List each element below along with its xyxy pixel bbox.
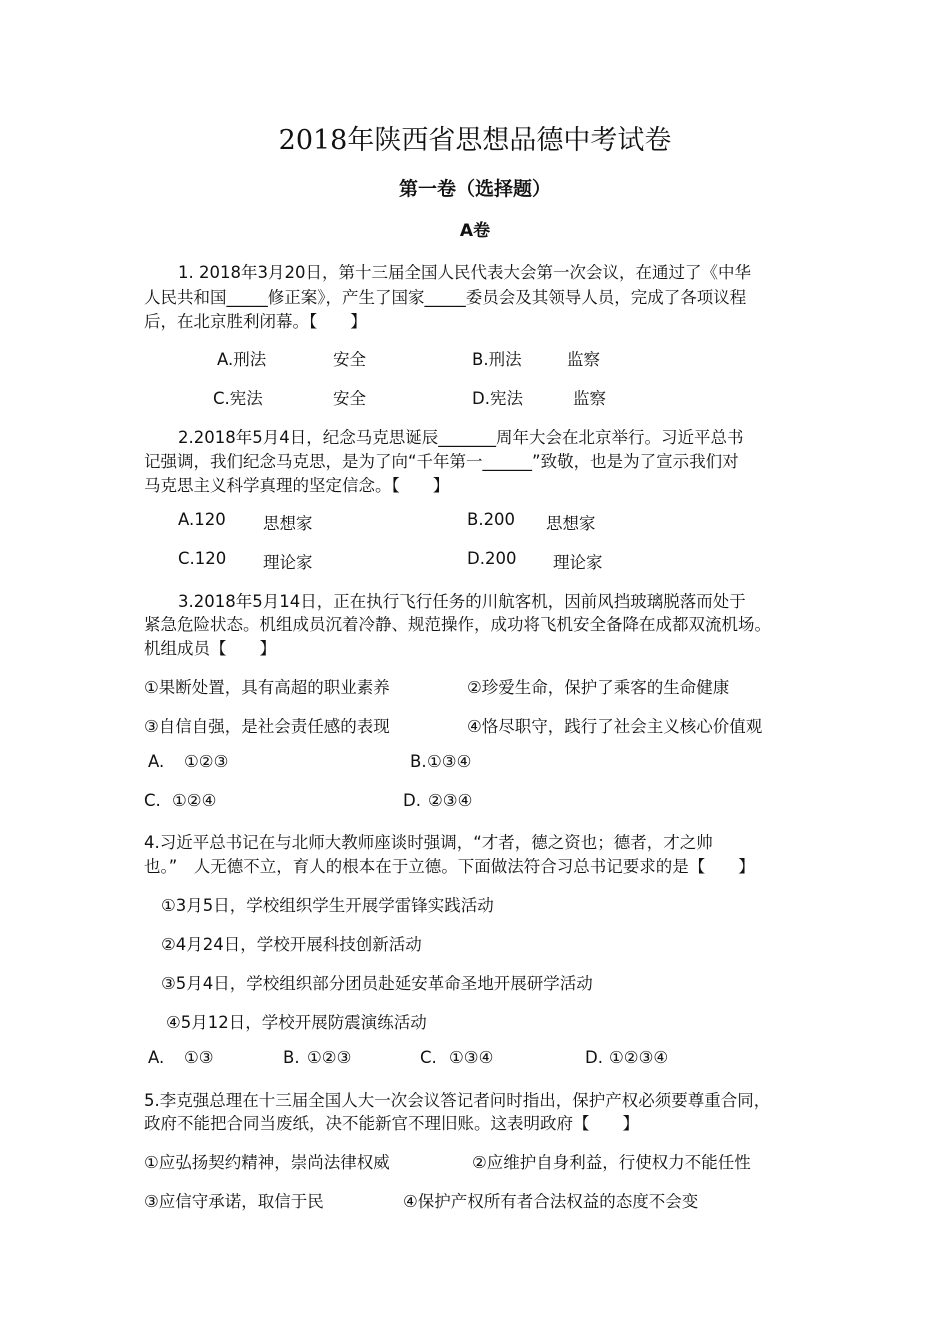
option-text: ①②③ bbox=[307, 1048, 352, 1067]
statement: ②应维护自身利益，行使权力不能任性 bbox=[472, 1153, 751, 1172]
question-stem-line: 2.2018年5月4日，纪念马克思诞辰_______周年大会在北京举行。习近平总书 bbox=[178, 428, 744, 447]
question-stem-line: 5.李克强总理在十三届全国人大一次会议答记者问时指出，保护产权必须要尊重合同， bbox=[144, 1091, 771, 1110]
question-stem-line: 后，在北京胜利闭幕。【 】 bbox=[144, 312, 367, 331]
question-stem-line: 马克思主义科学真理的坚定信念。【 】 bbox=[144, 476, 450, 495]
question-stem-line: 3.2018年5月14日，正在执行飞行任务的川航客机，因前风挡玻璃脱落而处于 bbox=[178, 592, 746, 611]
statement: ①果断处置，具有高超的职业素养 bbox=[144, 678, 390, 697]
option-label: A.120 bbox=[178, 510, 226, 529]
exam-title: 2018年陕西省思想品德中考试卷 bbox=[278, 125, 672, 156]
statement: ③5月4日，学校组织部分团员赴延安革命圣地开展研学活动 bbox=[161, 974, 593, 993]
statement: ③应信守承诺，取信于民 bbox=[144, 1192, 324, 1211]
statement: ①应弘扬契约精神，崇尚法律权威 bbox=[144, 1153, 390, 1172]
statement: ③自信自强，是社会责任感的表现 bbox=[144, 717, 390, 736]
option-text: ①③④ bbox=[427, 752, 472, 771]
option-text: 监察 bbox=[567, 350, 600, 369]
option-label: B. bbox=[410, 752, 427, 771]
option-label: B.200 bbox=[467, 510, 516, 529]
option-label: D. bbox=[403, 791, 421, 810]
option-text: ①③④ bbox=[449, 1048, 494, 1067]
option-text: 理论家 bbox=[263, 553, 313, 572]
statement: ④保护产权所有者合法权益的态度不会变 bbox=[403, 1192, 699, 1211]
question-stem-line: 记强调，我们纪念马克思，是为了向“千年第一______”致敬，也是为了宣示我们对 bbox=[144, 452, 739, 471]
option-text: ①②③④ bbox=[609, 1048, 669, 1067]
option-text: ①②③ bbox=[184, 752, 229, 771]
option-text: 思想家 bbox=[263, 514, 313, 533]
option-text: 思想家 bbox=[546, 514, 596, 533]
question-stem-line: 机组成员【 】 bbox=[144, 639, 276, 658]
option-label: D. bbox=[585, 1048, 603, 1067]
statement: ②4月24日，学校开展科技创新活动 bbox=[161, 935, 422, 954]
question-stem-line: 政府不能把合同当废纸，决不能新官不理旧账。这表明政府【 】 bbox=[144, 1114, 639, 1133]
option-label: A. bbox=[148, 752, 165, 771]
question-stem-line: 紧急危险状态。机组成员沉着冷静、规范操作，成功将飞机安全备降在成都双流机场。 bbox=[144, 615, 771, 634]
option-text: 理论家 bbox=[553, 553, 603, 572]
option-label: C.120 bbox=[178, 549, 227, 568]
option-label: D.200 bbox=[467, 549, 517, 568]
option-label: A.刑法 bbox=[217, 350, 267, 369]
option-text: ①②④ bbox=[172, 791, 217, 810]
option-label: C. bbox=[144, 791, 161, 810]
option-label: C.宪法 bbox=[213, 389, 263, 408]
statement: ②珍爱生命，保护了乘客的生命健康 bbox=[467, 678, 730, 697]
option-text: 安全 bbox=[333, 389, 366, 408]
section-title: A卷 bbox=[459, 221, 491, 241]
question-stem-line: 人民共和国_____修正案》，产生了国家_____委员会及其领导人员，完成了各项议程 bbox=[144, 288, 747, 307]
statement: ④恪尽职守，践行了社会主义核心价值观 bbox=[467, 717, 763, 736]
question-stem-line: 4.习近平总书记在与北师大教师座谈时强调，“才者，德之资也；德者，才之帅 bbox=[144, 833, 713, 852]
option-label: A. bbox=[148, 1048, 165, 1067]
question-stem-line: 也。” 人无德不立，育人的根本在于立德。下面做法符合习总书记要求的是【 】 bbox=[144, 857, 755, 876]
statement: ④5月12日，学校开展防震演练活动 bbox=[166, 1013, 427, 1032]
option-label: C. bbox=[420, 1048, 437, 1067]
option-label: B.刑法 bbox=[472, 350, 522, 369]
option-text: 监察 bbox=[573, 389, 606, 408]
option-label: D.宪法 bbox=[472, 389, 523, 408]
statement: ①3月5日，学校组织学生开展学雷锋实践活动 bbox=[161, 896, 494, 915]
option-text: ②③④ bbox=[428, 791, 473, 810]
question-stem-line: 1. 2018年3月20日，第十三届全国人民代表大会第一次会议，在通过了《中华 bbox=[178, 263, 751, 282]
option-label: B. bbox=[283, 1048, 300, 1067]
option-text: ①③ bbox=[184, 1048, 214, 1067]
option-text: 安全 bbox=[333, 350, 366, 369]
part-title: 第一卷（选择题） bbox=[398, 178, 551, 200]
